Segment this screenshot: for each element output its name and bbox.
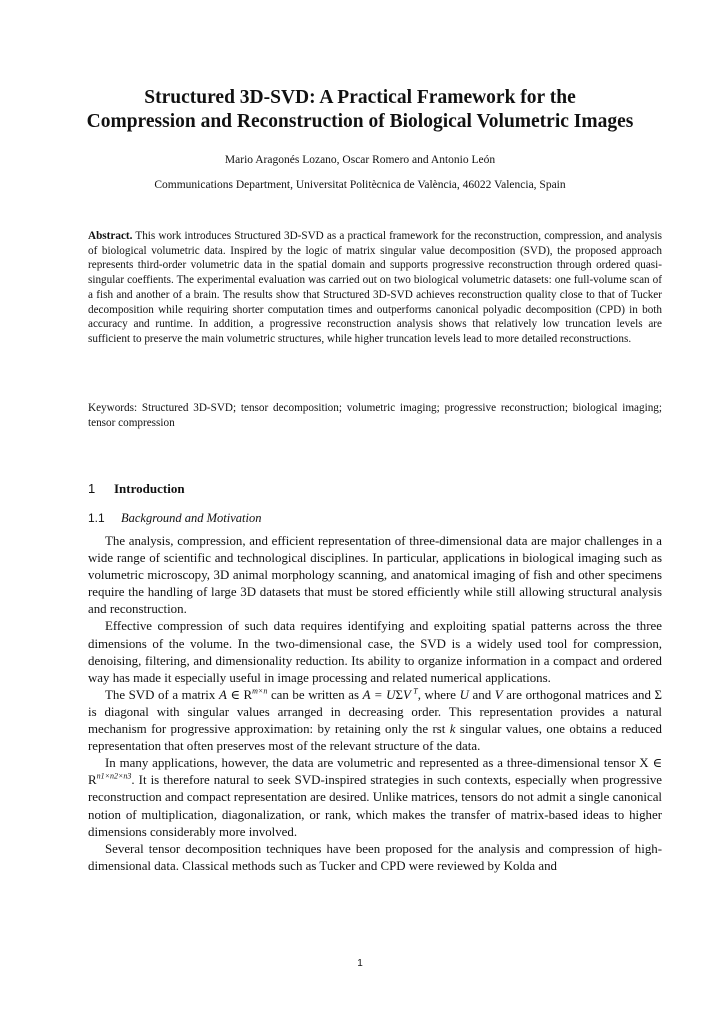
body-text: [88, 533, 662, 875]
math-symbol: A = U: [362, 687, 396, 702]
section-number: 1: [88, 481, 96, 496]
subsection-number: 1.1: [88, 511, 105, 525]
math-symbol: A: [218, 687, 227, 702]
text-run: , where: [417, 687, 460, 702]
subsection-title: Background and Motivation: [121, 511, 262, 525]
abstract-text: This work introduces Structured 3D-SVD as a practical framework for the reconstruction, compression, and analysis of biological volumetric data. Inspired by the logic of matrix singular value decomposition (SVD), the proposed approach represents third-order volumetric data in the spatial domain and supports progressive reconstruction through ordered quasi-singular coeffients. The experimental evaluation was carried out on two biological volumetric datasets: one full-volume scan of a fish and another of a brain. The results show that Structured 3D-SVD achieves reconstruction quality close to that of Tucker decomposition while requiring shorter computation times and outperforms canonical polyadic decomposition (CPD) in both accuracy and runtime. In addition, a progressive reconstruction analysis shows that relatively low truncation levels are sufficient to preserve the main volumetric structures, while higher truncation levels lead to more detailed reconstructions.: [88, 230, 662, 345]
text-run: . It is therefore natural to seek SVD-inspired strategies in such contexts, especially when progressive reconstruction and compact representation are desired. Unlike matrices, tensors do not admit a single canonical notion of multiplication, diagonalization, or rank, which makes the transfer of matrix-based ideas to higher dimensions considerably more involved.: [88, 773, 662, 839]
abstract: [88, 229, 662, 347]
math-symbol: V: [403, 687, 411, 702]
math-superscript: T: [410, 686, 418, 696]
paragraph-3: [88, 687, 662, 755]
paragraph-2: Effective compression of such data requires identifying and exploiting spatial patterns across the three dimensions of the volume. In the two-dimensional case, the SVD is a widely used tool for compression, denoising, filtering, and dimensionality reduction. Its ability to organize information in a compact and ordered way has made it especially useful in image processing and related numerical applications.: [88, 619, 662, 685]
text-run: In many applications, however, the data are volumetric and represented as a three-dimensional tensor X ∈ R: [88, 756, 662, 788]
text-run: singular values, one obtains a reduced representation that often preserves most of the relevant structure of the data.: [88, 722, 662, 754]
title-line-2: Compression and Reconstruction of Biological Volumetric Images: [86, 111, 634, 132]
page-number: 1: [357, 958, 363, 969]
paragraph-1: The analysis, compression, and efficient representation of three-dimensional data are major challenges in a wide range of scientific and technological disciplines. In particular, applications in biological imaging such as volumetric microscopy, 3D animal morphology scanning, and anatomical imaging of fish and other specimens require the handling of large 3D datasets that must be stored efficiently while still allowing structural analysis and reconstruction.: [88, 534, 662, 617]
math-superscript: n1×n2×n3: [96, 772, 132, 782]
paper-title: [60, 86, 660, 134]
paragraph-5: Several tensor decomposition techniques have been proposed for the analysis and compression of high-dimensional data. Classical methods such as Tucker and CPD were reviewed by Kolda and: [88, 841, 662, 873]
text-run: The SVD of a matrix: [105, 687, 219, 702]
text-run: can be written as: [267, 687, 363, 702]
math-symbol: U: [459, 687, 469, 702]
author-list: Mario Aragonés Lozano, Oscar Romero and Antonio León: [224, 154, 496, 166]
paragraph-4: [88, 755, 662, 840]
title-line-1: Structured 3D-SVD: A Practical Framework for the: [144, 87, 576, 108]
text-run: are orthogonal matrices and Σ is diagonal with singular values arranged in decreasing order. This representation provides a natural mechanism for progressive approximation: by retaining only the rst: [88, 687, 662, 737]
text-run: and: [468, 687, 495, 702]
math-symbol: V: [494, 687, 503, 702]
subsection-heading-background: [88, 510, 262, 526]
abstract-label: Abstract.: [88, 230, 133, 242]
text-run: Σ: [395, 687, 404, 702]
section-heading-introduction: [88, 481, 185, 497]
math-symbol: k: [449, 722, 456, 737]
keywords: Keywords: Structured 3D-SVD; tensor decomposition; volumetric imaging; progressive reconstruction; biological imaging; tensor compression: [88, 402, 662, 429]
section-title: Introduction: [114, 481, 185, 496]
math-superscript: m×n: [252, 686, 268, 696]
text-run: ∈ R: [226, 687, 253, 702]
affiliation: Communications Department, Universitat Politècnica de València, 46022 Valencia, Spain: [154, 179, 566, 191]
